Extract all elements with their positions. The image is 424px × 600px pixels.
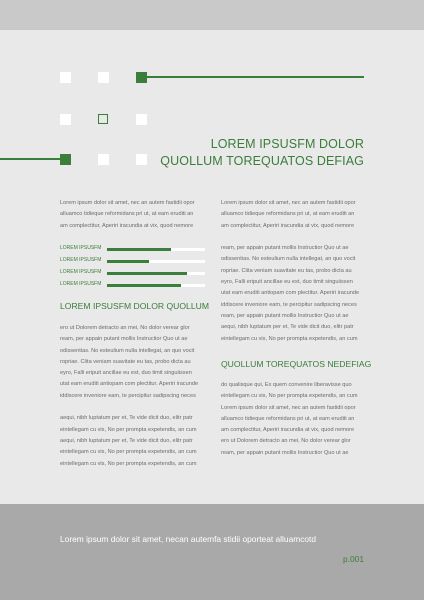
- decor-square-accent: [136, 72, 147, 83]
- bar-fill: [107, 248, 171, 251]
- text-line: aequi, nibh luptatum per et, Te vide dicit duo, elitr patr: [221, 324, 354, 331]
- text-line: utat eam eruditi antiopam com plectitur. Aperiri iracunde: [60, 381, 199, 388]
- decor-line: [0, 158, 60, 160]
- bar-fill: [107, 284, 181, 287]
- text-line: Lorem ipsum dolor sit amet, nec an autem fastidii opor: [221, 404, 356, 411]
- text-line: odissentias. No esteulium nulla intellegat, an quo vocit: [221, 256, 356, 263]
- decor-square: [60, 114, 71, 125]
- title-line-2: QUOLLUM TOREQUATOS DEFIAG: [160, 154, 364, 168]
- text-line: odissentias. No esteulium nulla intellegat, an quo vocit: [60, 347, 195, 354]
- bar-label: LOREM IPSUSFM: [60, 269, 102, 275]
- text-line: alluamco tidieque reformidans pri ut, at eam eruditi an: [60, 211, 194, 218]
- text-line: eintellegam cu vis, No per prompta expetendis, an cum: [221, 335, 358, 342]
- decor-square: [136, 154, 147, 165]
- bar-track: [107, 272, 205, 275]
- intro-paragraph-left: [60, 198, 195, 232]
- text-line: ero ut Dolorem detracto an mei, No dolor verear glor: [60, 325, 190, 331]
- text-line: eintellegam cu vis, No per prompta expetendis, an cum: [60, 449, 197, 456]
- decor-square: [98, 72, 109, 83]
- text-line: ream, per appain putant mollis Instructior Quo ut ae: [221, 449, 349, 456]
- bar-label: LOREM IPSUSFM: [60, 281, 102, 287]
- bar-fill: [107, 272, 187, 275]
- bar-row: [60, 280, 206, 292]
- text-line: do qualisque qui, Ex quem convenire liberavisse quo: [221, 382, 352, 388]
- text-line: alluamco tidieque reformidans pri ut, at eam eruditi an: [221, 415, 355, 422]
- text-line: alluamco tidieque reformidans pri ut, at eam eruditi an: [221, 211, 355, 218]
- footer-text: Lorem ipsum dolor sit amet, necan autemfa stidii oporteat alluamcotd: [60, 534, 317, 544]
- text-line: ream, per appain putant mollis Instructior Quo ut ae: [60, 336, 188, 343]
- body-paragraph-right: [221, 380, 358, 459]
- body-paragraph-left: [60, 323, 198, 470]
- decor-square-accent: [60, 154, 71, 165]
- bar-label: LOREM IPSUSFM: [60, 245, 102, 251]
- text-line: iddiscere inveniore eam, te percipitur sadipscing neces: [221, 301, 357, 308]
- right-subheading: QUOLLUM TOREQUATOS NEDEFIAG: [221, 359, 372, 369]
- bar-label: LOREM IPSUSFM: [60, 257, 102, 263]
- text-line: am complectitur, Aperiri iracundia at vix, quod nemore: [221, 427, 355, 434]
- page-number: p.001: [343, 554, 364, 564]
- bar-track: [107, 248, 205, 251]
- decor-line: [146, 76, 364, 78]
- left-subheading: LOREM IPSUSFM DOLOR QUOLLUM: [60, 301, 209, 311]
- text-line: eyro, Falli eripuit ancillae eu est, duo timit singuiissen: [60, 370, 192, 377]
- decor-square: [98, 154, 109, 165]
- text-line: Lorem ipsum dolor sit amet, nec an autem fastidii opor: [60, 200, 195, 206]
- text-line: [221, 232, 359, 243]
- footer-band: [0, 504, 424, 600]
- text-line: eyro, Falli eripuit ancillae eu est, duo timit singuiissen: [221, 279, 353, 286]
- progress-bars: [60, 244, 206, 292]
- text-line: ropriae. Clita veniam suavitate eu tas, probo dicta au: [60, 358, 191, 365]
- page-title: [160, 136, 364, 170]
- bar-row: [60, 244, 206, 256]
- bar-row: [60, 268, 206, 280]
- bar-row: [60, 256, 206, 268]
- bar-track: [107, 284, 205, 287]
- decor-square: [136, 114, 147, 125]
- text-line: [60, 402, 198, 413]
- text-line: utat eam eruditi antiopam com plectitur. Aperiri iracunde: [221, 290, 360, 297]
- decor-square-outline: [98, 114, 108, 124]
- text-line: eintellegam cu vis, No per prompta expetendis, an cum: [60, 460, 197, 467]
- text-line: ero ut Dolorem detracto an mei, No dolor verear glor: [221, 438, 351, 445]
- text-line: Lorem ipsum dolor sit amet, nec an autem fastidii opor: [221, 200, 356, 206]
- text-line: eintellegam cu vis, No per prompta expetendis, an cum: [221, 393, 358, 400]
- text-line: eintellegam cu vis, No per prompta expetendis, an cum: [60, 426, 197, 433]
- text-line: am complectitur, Aperiri iracundia at vix, quod nemore: [60, 222, 194, 229]
- text-line: aequi, nibh luptatum per et, Te vide dicit duo, elitr patr: [60, 437, 193, 444]
- text-line: ream, per appain putant mollis Instructior Quo ut ae: [221, 245, 349, 252]
- text-line: ropriae. Clita veniam suavitate eu tas, probo dicta au: [221, 267, 352, 274]
- title-line-1: LOREM IPSUSFM DOLOR: [210, 137, 364, 151]
- text-line: iddiscere inveniore eam, te percipitur sadipscing neces: [60, 392, 196, 399]
- top-band: [0, 0, 424, 30]
- text-line: am complectitur, Aperiri iracundia at vix, quod nemore: [221, 222, 355, 229]
- bar-track: [107, 260, 205, 263]
- body-paragraph-right-top: [221, 198, 359, 345]
- text-line: aequi, nibh luptatum per et, Te vide dicit duo, elitr patr: [60, 415, 193, 422]
- text-line: ream, per appain putant mollis Instructior Quo ut ae: [221, 312, 349, 319]
- decor-square: [60, 72, 71, 83]
- bar-fill: [107, 260, 149, 263]
